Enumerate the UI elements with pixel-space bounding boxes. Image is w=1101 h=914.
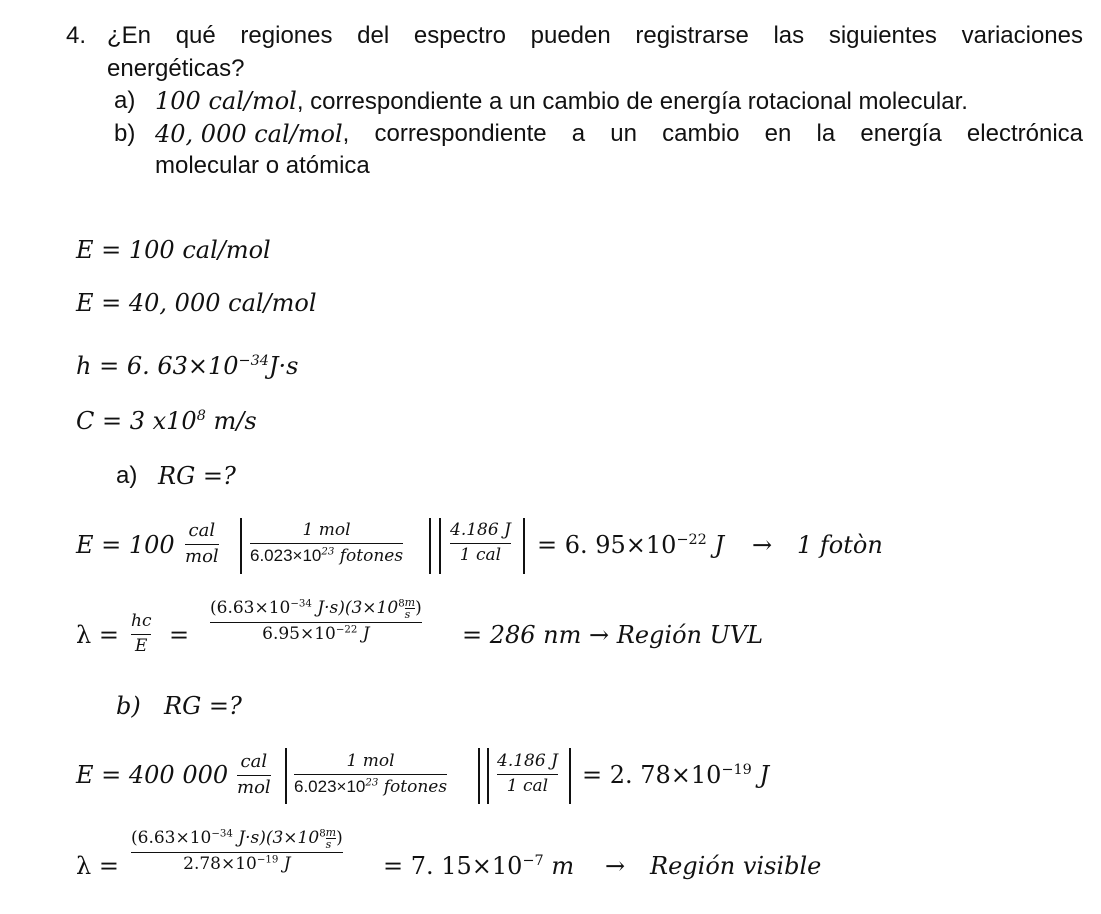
part-b-energy-lhs: E = 400 000 (76, 761, 229, 789)
part-a-energy-lhs: E = 100 (76, 531, 175, 559)
part-b-lambda-fraction: ($6.63\times 10^{-34}$ $J\cdot s)(3\times 10^8$ $\frac{m}{s}$ ) $2.78\times 10^{-19}$ J (131, 826, 343, 875)
part-b-region: Región visible (650, 852, 822, 880)
option-b-text-line2: molecular o atómica (155, 152, 370, 179)
option-b-line (155, 120, 1083, 148)
question-number: 4. (66, 22, 87, 49)
part-b-arrow: → (605, 852, 626, 880)
part-b-label: b) (116, 692, 141, 720)
part-a-avogadro-fraction: 1 mol $6.023\times 10^{23}$ fotones (250, 520, 404, 566)
part-b-bar-2 (478, 748, 480, 804)
part-a-lambda-result: = 286 nm → Región UVL (462, 621, 764, 649)
part-b-avogadro-fraction: 1 mol $6.023\times 10^{23}$ fotones (294, 751, 448, 797)
part-a-rg: RG =? (158, 462, 236, 490)
given-energy-b: E = 40, 000 cal/mol (76, 289, 317, 317)
part-b-conversion-fraction: 4.186 J 1 cal (497, 751, 558, 796)
part-b-rg: RG =? (164, 692, 242, 720)
part-b-bar-4 (569, 748, 571, 804)
option-a-line (155, 87, 968, 116)
part-b-bar-3 (487, 748, 489, 804)
part-a-lambda-lhs: λ = (76, 621, 119, 649)
part-a-equals: = (169, 621, 190, 649)
part-a-conversion-fraction: 4.186 J 1 cal (450, 520, 511, 565)
part-a-hc-over-e: hc E (131, 611, 152, 656)
part-b-lambda-result: = 7. $15\times 10^{-7}$ m (383, 852, 575, 880)
given-energy-a: E = 100 cal/mol (76, 236, 271, 264)
part-a-photon: 1 fotòn (797, 531, 883, 559)
question-text-line1: ¿En qué regiones del espectro pueden registrarse las siguientes variaciones (107, 22, 1083, 49)
part-a-bar-2 (429, 518, 431, 574)
part-a-bar-3 (439, 518, 441, 574)
option-b-text: , correspondiente a un cambio en la energía electrónica (342, 120, 1083, 147)
part-a-bar-4 (523, 518, 525, 574)
option-b-value: 40, 000 cal/mol (155, 120, 343, 148)
given-light-speed: C = 3 $x10^8$ m/s (76, 407, 257, 435)
given-planck: h = 6. $63\times 10^{-34}J\cdot s$ (76, 352, 299, 380)
option-a-value: 100 cal/mol (155, 87, 297, 115)
part-b-bar-1 (285, 748, 287, 804)
question-text-line2: energéticas? (107, 55, 245, 82)
part-a-cal-per-mol: cal mol (185, 520, 219, 567)
part-b-energy-result: = 2. $78\times 10^{-19}$ J (582, 761, 770, 789)
part-b-cal-per-mol: cal mol (237, 751, 271, 798)
option-b-label: b) (114, 120, 136, 147)
option-a-text: , correspondiente a un cambio de energía rotacional molecular. (296, 88, 968, 115)
part-a-lambda-fraction: ($6.63\times 10^{-34}$ $J\cdot s)(3\times 10^8$ $\frac{m}{s}$ ) $6.95\times 10^{-22}$ J (210, 596, 422, 645)
part-b-lambda-lhs: λ = (76, 852, 119, 880)
part-a-energy-result: = 6. $95\times 10^{-22}$ J (537, 531, 725, 559)
part-a-bar-1 (240, 518, 242, 574)
part-a-arrow: → (752, 531, 773, 559)
part-a-label: a) (116, 462, 138, 489)
option-a-label: a) (114, 87, 136, 114)
